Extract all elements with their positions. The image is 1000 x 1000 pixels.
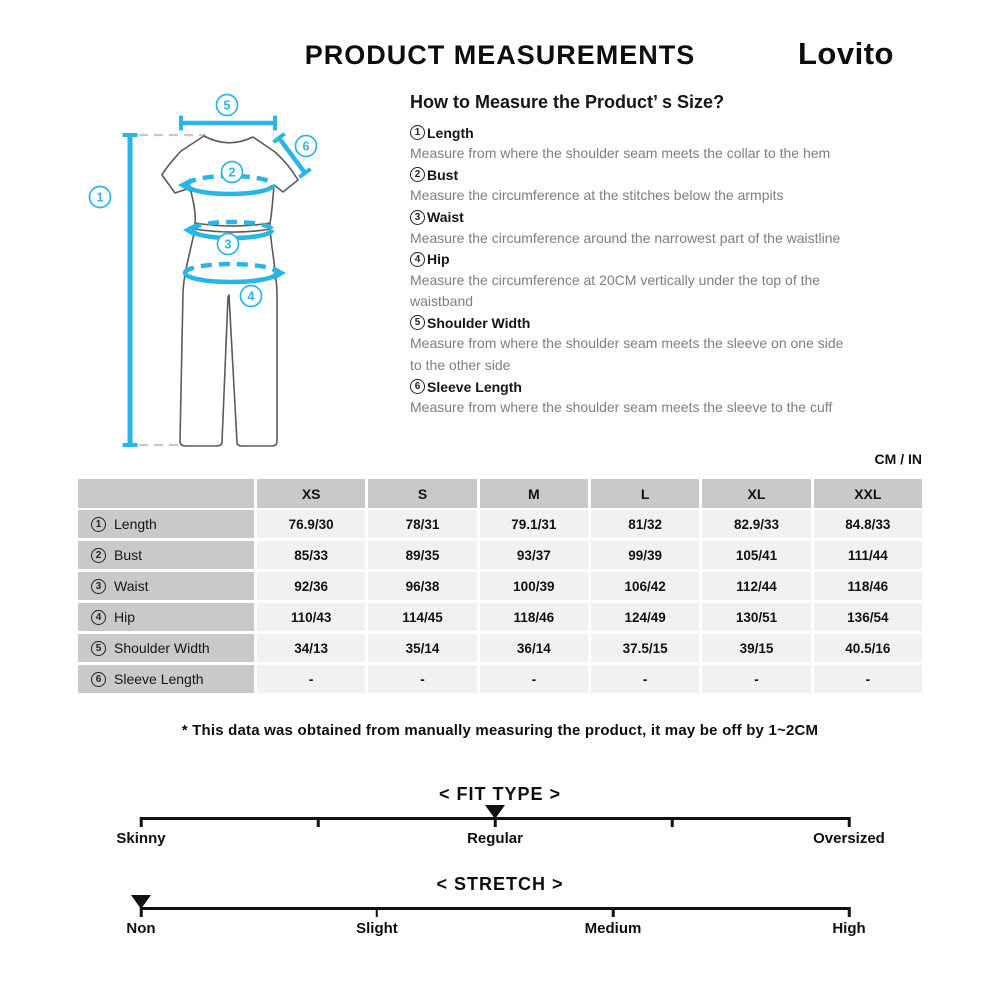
row-label-text: Waist bbox=[114, 578, 149, 594]
table-cell: - bbox=[368, 665, 476, 693]
annotation-num-6: 6 bbox=[302, 139, 310, 154]
fit-type-label-skinny: Skinny bbox=[116, 830, 166, 847]
table-cell: 79.1/31 bbox=[480, 510, 588, 538]
table-cell: - bbox=[591, 665, 699, 693]
measure-item-waist bbox=[410, 207, 926, 249]
units-label: CM / IN bbox=[874, 451, 922, 467]
item-description: Measure the circumference around the narrowest part of the waistline bbox=[410, 229, 841, 246]
table-cell: 37.5/15 bbox=[591, 634, 699, 662]
table-cell: 105/41 bbox=[702, 541, 810, 569]
item-description: Measure the circumference at 20CM vertically under the top of the bbox=[410, 271, 821, 288]
waist-arrowhead bbox=[183, 223, 196, 237]
fit-type-label-oversized: Oversized bbox=[813, 830, 885, 847]
fit-type-marker-triangle bbox=[485, 805, 505, 819]
stretch-label-slight: Slight bbox=[356, 920, 398, 937]
item-label-text: Bust bbox=[427, 166, 459, 183]
row-label-hip bbox=[78, 603, 254, 631]
row-label-text: Hip bbox=[114, 609, 136, 625]
table-cell: 118/46 bbox=[814, 572, 922, 600]
fit-type-label-regular: Regular bbox=[467, 830, 523, 847]
circled-number-2: 2 bbox=[410, 167, 425, 182]
row-label-waist bbox=[78, 572, 254, 600]
table-cell: 96/38 bbox=[368, 572, 476, 600]
scale-tick bbox=[317, 817, 320, 827]
circled-number: 5 bbox=[91, 641, 106, 656]
row-label-sleeve-length bbox=[78, 665, 254, 693]
size-table bbox=[78, 479, 922, 693]
circled-number-1: 1 bbox=[410, 125, 425, 140]
table-corner-cell bbox=[78, 479, 254, 508]
row-label-text: Bust bbox=[114, 547, 143, 563]
measurement-disclaimer: * This data was obtained from manually measuring the product, it may be off by 1~2CM bbox=[181, 722, 819, 739]
fit-type-scale bbox=[0, 784, 1000, 874]
row-label-text: Length bbox=[114, 516, 157, 532]
col-header-s: S bbox=[368, 479, 476, 508]
table-cell: - bbox=[257, 665, 365, 693]
table-cell: 40.5/16 bbox=[814, 634, 922, 662]
table-cell: 93/37 bbox=[480, 541, 588, 569]
table-cell: 35/14 bbox=[368, 634, 476, 662]
item-label-text: Sleeve Length bbox=[427, 378, 522, 395]
circled-number: 1 bbox=[91, 517, 106, 532]
measure-item-shoulder-width bbox=[410, 312, 926, 376]
measure-item-sleeve-length bbox=[410, 376, 926, 418]
circled-number: 3 bbox=[91, 579, 106, 594]
annotation-num-5: 5 bbox=[223, 98, 231, 113]
item-description: Measure from where the shoulder seam meets the sleeve on one side bbox=[410, 335, 844, 352]
table-cell: 100/39 bbox=[480, 572, 588, 600]
how-to-measure-section bbox=[410, 92, 926, 418]
annotation-num-1: 1 bbox=[96, 190, 104, 205]
table-cell: - bbox=[814, 665, 922, 693]
col-header-xs: XS bbox=[257, 479, 365, 508]
scale-tick bbox=[140, 817, 143, 827]
scale-tick bbox=[612, 907, 615, 917]
table-cell: 130/51 bbox=[702, 603, 810, 631]
stretch-title: < STRETCH > bbox=[436, 874, 564, 894]
measure-item-bust bbox=[410, 164, 926, 206]
table-cell: 110/43 bbox=[257, 603, 365, 631]
item-description: Measure from where the shoulder seam meets the sleeve to the cuff bbox=[410, 399, 833, 416]
table-cell: 124/49 bbox=[591, 603, 699, 631]
table-cell: 111/44 bbox=[814, 541, 922, 569]
col-header-m: M bbox=[480, 479, 588, 508]
table-cell: 136/54 bbox=[814, 603, 922, 631]
col-header-l: L bbox=[591, 479, 699, 508]
item-label-text: Shoulder Width bbox=[427, 314, 531, 331]
item-label-text: Waist bbox=[427, 209, 464, 226]
table-cell: 89/35 bbox=[368, 541, 476, 569]
item-label-text: Length bbox=[427, 124, 474, 141]
circled-number-5: 5 bbox=[410, 315, 425, 330]
table-cell: 112/44 bbox=[702, 572, 810, 600]
table-cell: 34/13 bbox=[257, 634, 365, 662]
circled-number-3: 3 bbox=[410, 210, 425, 225]
garment-measurement-diagram bbox=[60, 85, 400, 470]
scale-tick bbox=[376, 907, 379, 917]
stretch-axis bbox=[126, 907, 866, 937]
circled-number-6: 6 bbox=[410, 379, 425, 394]
scale-tick bbox=[848, 817, 851, 827]
table-cell: 39/15 bbox=[702, 634, 810, 662]
measure-item-length bbox=[410, 122, 926, 164]
item-description: Measure from where the shoulder seam meets the collar to the hem bbox=[410, 145, 831, 161]
scale-tick bbox=[671, 817, 674, 827]
page-title: PRODUCT MEASUREMENTS bbox=[304, 40, 696, 70]
circled-number: 6 bbox=[91, 672, 106, 687]
annotation-num-4: 4 bbox=[247, 289, 255, 304]
circled-number-4: 4 bbox=[410, 252, 425, 267]
item-description: waistband bbox=[410, 293, 474, 310]
row-label-text: Shoulder Width bbox=[114, 640, 210, 656]
stretch-label-medium: Medium bbox=[584, 920, 642, 937]
annotation-num-2: 2 bbox=[228, 165, 236, 180]
row-label-text: Sleeve Length bbox=[114, 671, 204, 687]
stretch-label-high: High bbox=[832, 920, 866, 937]
fit-type-axis bbox=[116, 817, 885, 847]
table-cell: 85/33 bbox=[257, 541, 365, 569]
table-cell: 82.9/33 bbox=[702, 510, 810, 538]
item-description: Measure the circumference at the stitches below the armpits bbox=[410, 187, 784, 204]
stretch-scale bbox=[0, 874, 1000, 964]
scale-tick bbox=[848, 907, 851, 917]
table-cell: 76.9/30 bbox=[257, 510, 365, 538]
table-cell: 99/39 bbox=[591, 541, 699, 569]
hip-arrowhead bbox=[273, 266, 286, 280]
table-cell: 92/36 bbox=[257, 572, 365, 600]
circled-number: 2 bbox=[91, 548, 106, 563]
circled-number: 4 bbox=[91, 610, 106, 625]
stretch-marker-triangle bbox=[131, 895, 151, 909]
brand-logo: Lovito bbox=[798, 36, 894, 71]
row-label-bust bbox=[78, 541, 254, 569]
how-to-heading: How to Measure the Product’ s Size? bbox=[410, 92, 725, 112]
item-description: to the other side bbox=[410, 356, 511, 373]
table-cell: 78/31 bbox=[368, 510, 476, 538]
table-cell: 81/32 bbox=[591, 510, 699, 538]
row-label-length bbox=[78, 510, 254, 538]
fit-type-title: < FIT TYPE > bbox=[438, 784, 562, 804]
stretch-label-non: Non bbox=[126, 920, 156, 937]
col-header-xxl: XXL bbox=[814, 479, 922, 508]
table-cell: 118/46 bbox=[480, 603, 588, 631]
col-header-xl: XL bbox=[702, 479, 810, 508]
table-cell: 36/14 bbox=[480, 634, 588, 662]
table-cell: 114/45 bbox=[368, 603, 476, 631]
table-cell: 106/42 bbox=[591, 572, 699, 600]
table-cell: - bbox=[702, 665, 810, 693]
annotation-num-3: 3 bbox=[224, 237, 232, 252]
table-cell: - bbox=[480, 665, 588, 693]
table-cell: 84.8/33 bbox=[814, 510, 922, 538]
item-label-text: Hip bbox=[427, 251, 450, 268]
row-label-shoulder-width bbox=[78, 634, 254, 662]
measure-item-hip bbox=[410, 249, 926, 313]
